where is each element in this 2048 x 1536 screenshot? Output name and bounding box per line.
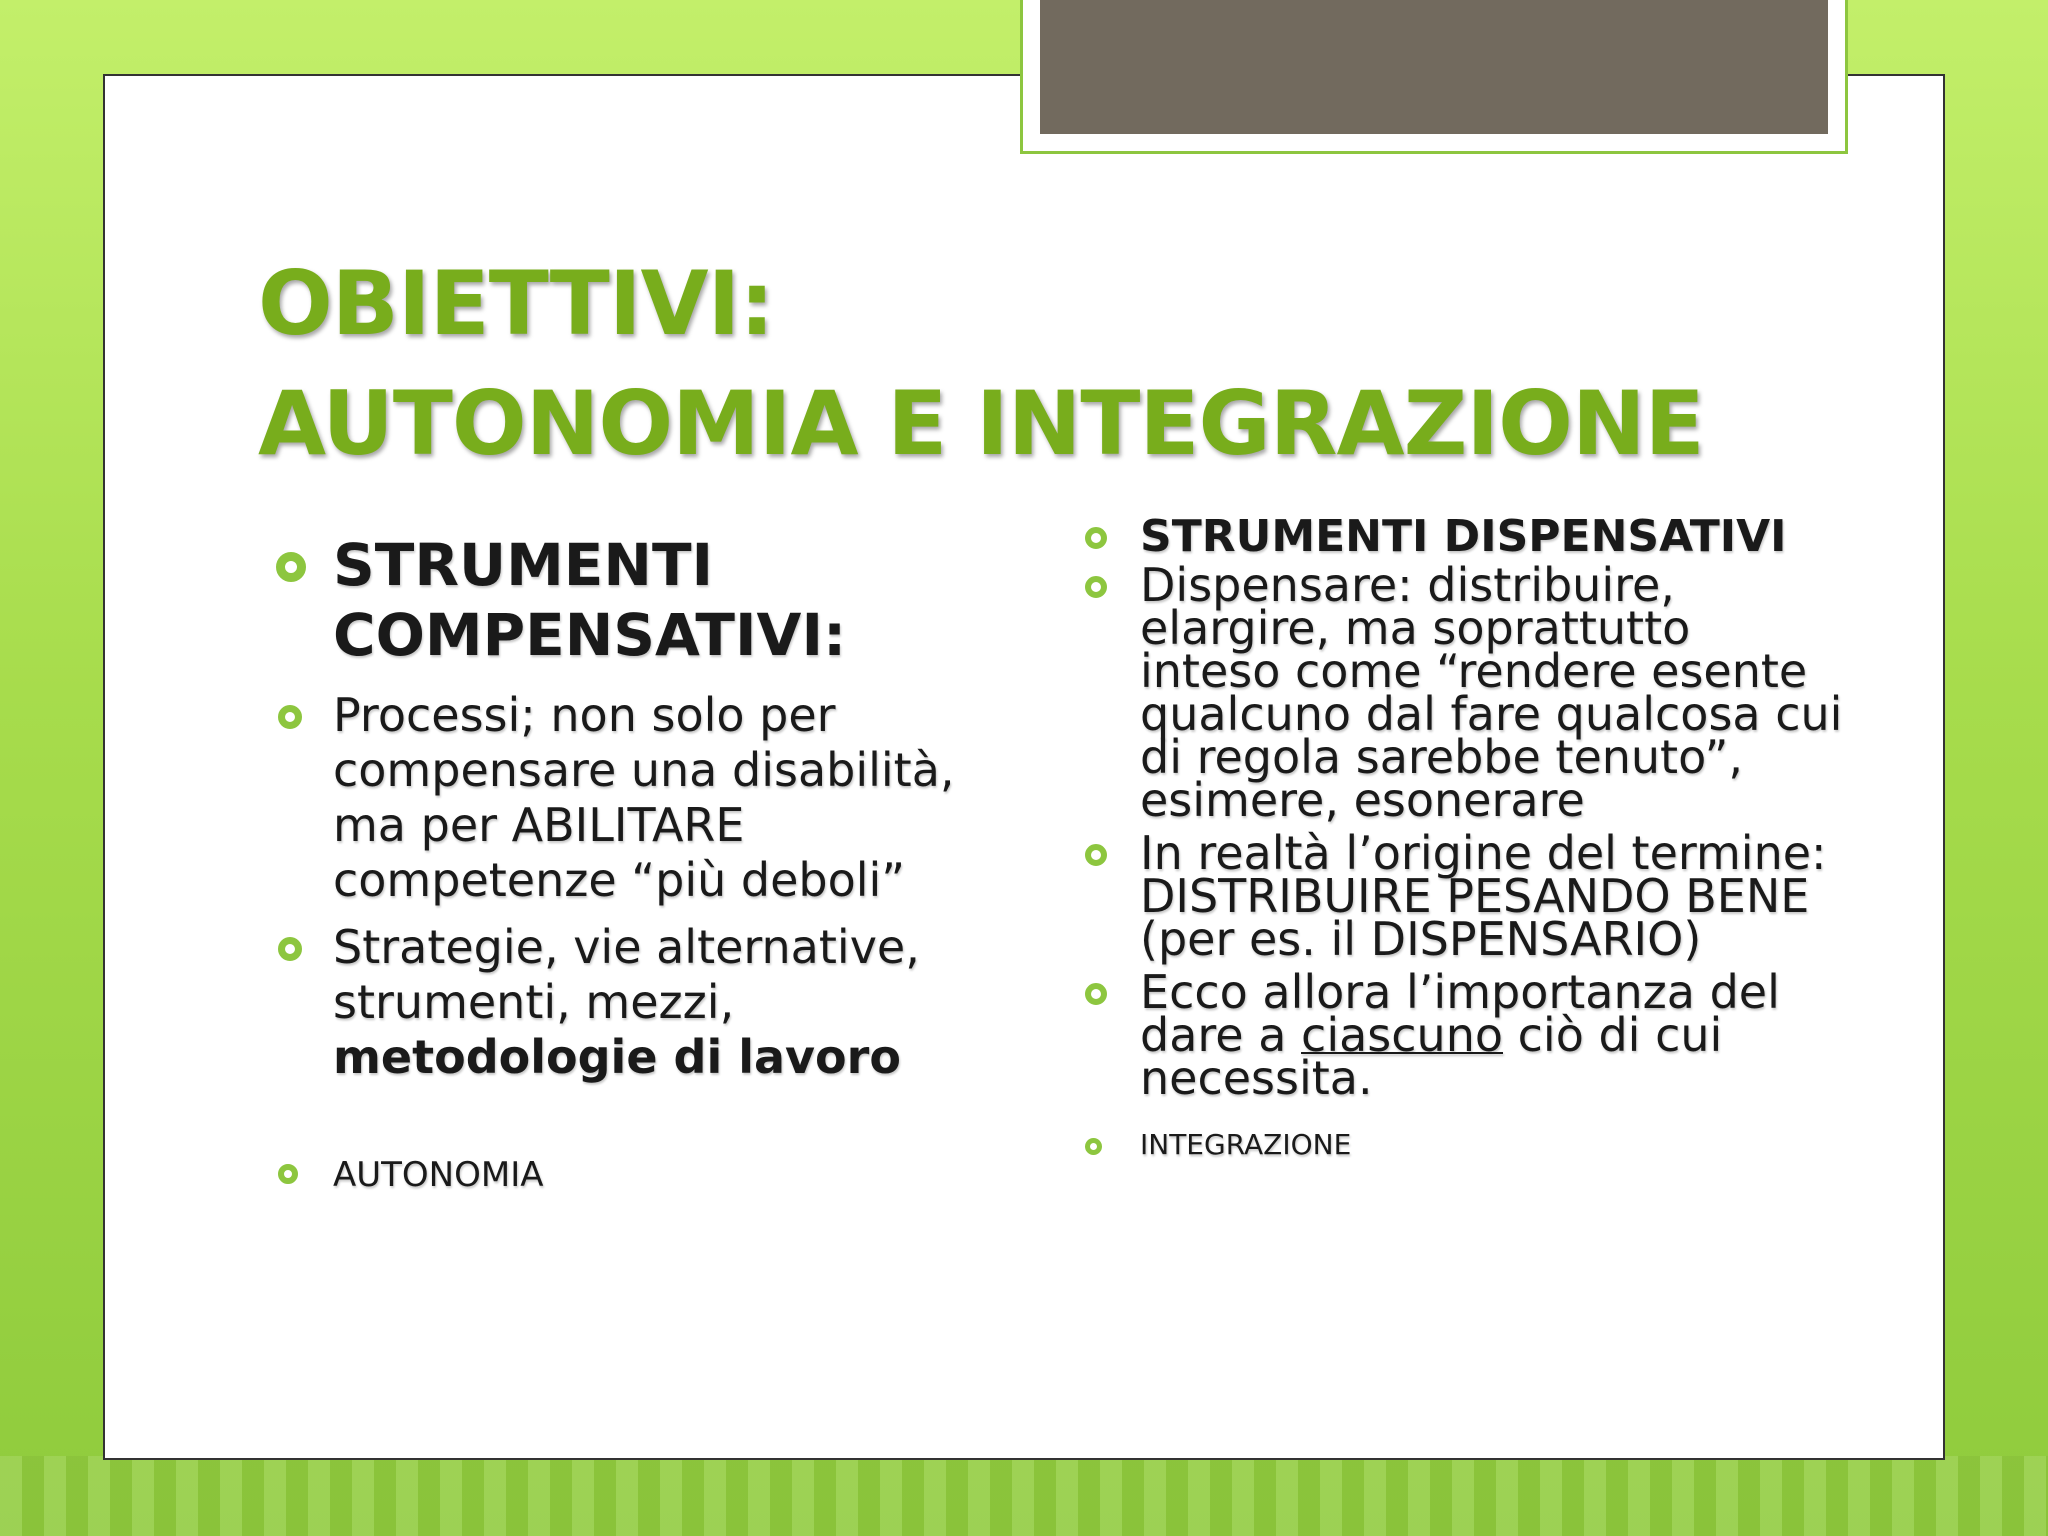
right-item-3-text-b: ciò di cui necessita. — [1140, 1008, 1723, 1105]
right-heading-item — [1085, 511, 1845, 562]
left-item-1-text: Processi; non solo per compensare una disabilità, ma per ABILITARE competenze “più deboli” — [333, 688, 955, 907]
right-item-3-text-a: Ecco allora l’importanza del dare a — [1140, 965, 1780, 1062]
title-line-1: OBIETTIVI: — [258, 252, 774, 355]
bullet-icon — [278, 1164, 298, 1184]
right-item-3 — [1085, 965, 1845, 1105]
bullet-icon — [1085, 1138, 1102, 1155]
background-pattern — [0, 1456, 2048, 1536]
slide-title — [258, 244, 1704, 484]
left-item-2 — [258, 920, 998, 1085]
right-item-2-text: In realtà l’origine del termine: DISTRIBUIRE PESANDO BENE (per es. il DISPENSARIO) — [1140, 826, 1827, 966]
bullet-icon — [1085, 983, 1107, 1005]
bullet-icon — [278, 937, 302, 961]
bullet-icon — [1085, 576, 1107, 598]
bullet-icon — [1085, 844, 1107, 866]
bullet-icon — [276, 552, 306, 582]
left-column-list — [258, 530, 998, 1195]
title-line-2: AUTONOMIA E INTEGRAZIONE — [258, 372, 1704, 475]
bullet-icon — [1085, 527, 1107, 549]
bullet-icon — [278, 705, 302, 729]
right-item-1-text: Dispensare: distribuire, elargire, ma soprattutto inteso come “rendere esente qualcuno dal fare qualcosa cui di regola sarebbe tenuto”, esimere, esonerare — [1140, 558, 1843, 827]
right-footer-label: INTEGRAZIONE — [1140, 1128, 1352, 1161]
left-footer-label: AUTONOMIA — [333, 1155, 544, 1195]
right-item-3-underlined: ciascuno — [1301, 1008, 1503, 1062]
left-item-1 — [258, 688, 998, 908]
right-heading: STRUMENTI DISPENSATIVI — [1140, 511, 1787, 562]
left-heading-item — [258, 530, 998, 670]
right-item-1 — [1085, 558, 1845, 827]
right-footer-item — [1085, 1128, 1845, 1162]
left-item-2-bold: metodologie di lavoro — [333, 1030, 901, 1084]
left-heading: STRUMENTI COMPENSATIVI: — [333, 531, 847, 669]
right-item-2 — [1085, 826, 1845, 966]
header-tab-block — [1040, 0, 1828, 134]
left-item-2-text: Strategie, vie alternative, strumenti, mezzi, — [333, 920, 920, 1029]
left-footer-item — [258, 1155, 998, 1195]
right-column-list — [1085, 511, 1845, 1172]
